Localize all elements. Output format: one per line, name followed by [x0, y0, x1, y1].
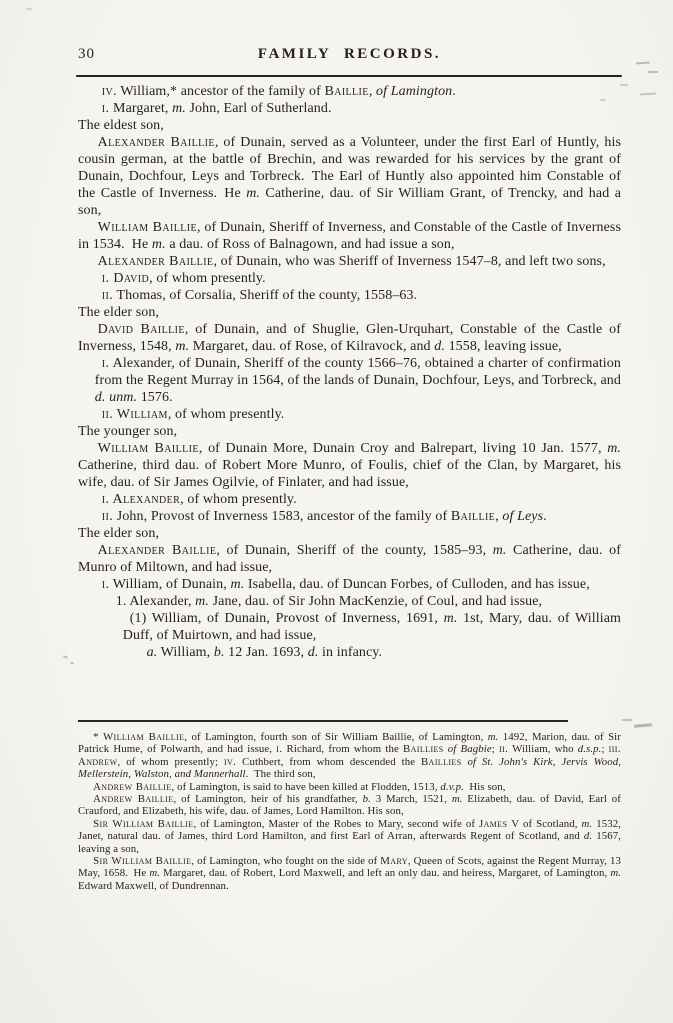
scan-artifact	[63, 655, 68, 659]
scan-artifact	[26, 8, 32, 10]
text-run: , of Dunain, Sheriff of the county, 1585–93,	[216, 543, 493, 558]
paragraph	[95, 270, 621, 287]
page-header	[78, 46, 621, 66]
text-run: i. David	[101, 271, 150, 286]
text-run: , of Lamington, who fought on the side of	[191, 855, 381, 868]
text-run: in infancy.	[318, 645, 383, 660]
text-run: m.	[607, 441, 621, 456]
paragraph	[78, 304, 621, 321]
paragraph	[78, 321, 621, 355]
text-run: Andrew Baillie	[93, 793, 174, 806]
text-run: , of Dunain, and of Shuglie, Glen-Urquhart, Constable of the Castle of Inverness, 1548,	[78, 322, 622, 354]
text-run: of St. John's Kirk, Jervis Wood, Mellerstein, Walston, and Mannerhall	[78, 755, 621, 781]
text-run: ;	[601, 743, 609, 756]
paragraph	[78, 781, 621, 793]
paragraph	[95, 491, 621, 508]
text-run: i.	[101, 577, 110, 592]
text-run: John, Earl of Sutherland.	[185, 101, 332, 116]
text-run: Margaret, dau. of Robert, Lord Maxwell, and left an only dau. and heiress, Margaret, of Lamington,	[160, 867, 611, 880]
text-run: (1) William, of Dunain, Provost of Inverness, 1691,	[129, 611, 444, 626]
paragraph	[78, 525, 621, 542]
text-run: , of Lamington, is said to have been killed at Flodden, 1513,	[171, 780, 441, 793]
text-run: m.	[230, 577, 245, 592]
text-run: Baillie	[324, 84, 369, 99]
text-run: i.	[276, 743, 283, 756]
paragraph	[95, 576, 621, 593]
paragraph	[78, 855, 621, 892]
text-run: The younger son,	[78, 424, 178, 439]
header-rule	[76, 75, 622, 77]
text-run: , of Lamington, heir of his grandfather,	[173, 793, 363, 806]
text-run: m.	[451, 793, 463, 806]
text-run: ii.	[101, 509, 114, 524]
text-run: iv.	[101, 84, 118, 99]
text-run: m.	[195, 594, 209, 609]
text-run: m.	[149, 867, 161, 880]
text-run: The eldest son,	[78, 118, 164, 133]
text-run: Jane, dau. of Sir John MacKenzie, of Coul, and had issue,	[208, 594, 543, 609]
text-run: Mary	[380, 855, 408, 868]
text-run: ii.	[498, 743, 509, 756]
paragraph	[95, 100, 621, 117]
paragraph	[95, 83, 621, 100]
text-run: , of Dunain, served as a Volunteer, under the first Earl of Huntly, his cousin german, at the battle of Brechin, and was rewarded for his services by the grant of Dunain, Dochfour, Leys and Torbreck. The Earl of Huntly also appointed him Constable of the Castle of Inverness. He	[78, 135, 621, 201]
text-run: d. unm.	[94, 390, 138, 405]
text-run: iii. Andrew	[78, 743, 621, 768]
text-run: d.s.p.	[577, 743, 602, 756]
text-run: 1576.	[137, 390, 173, 405]
text-run: 1532, Janet, natural dau. of James, third Lord Hamilton, and first Earl of Arran, afterwards Regent of Scotland, and	[78, 817, 622, 843]
text-run: 1492, Marion, dau. of Sir Patrick Hume, of Polwarth, and had issue,	[78, 731, 621, 756]
text-run: Alexander Baillie	[97, 135, 215, 150]
text-run: m.	[581, 817, 593, 830]
paragraph	[140, 644, 621, 661]
scan-artifact	[636, 62, 650, 65]
text-run: of Lamington	[376, 84, 453, 99]
scan-artifact	[622, 719, 632, 721]
text-run: m.	[610, 867, 622, 880]
text-run: ii.	[101, 288, 114, 303]
text-run: ,	[368, 84, 377, 99]
text-run: , of whom presently;	[117, 755, 224, 768]
text-run: . The third son,	[245, 768, 316, 781]
text-run: , of Lamington, fourth son of Sir William Baillie, of Lamington,	[184, 731, 488, 743]
text-run: iv.	[223, 755, 237, 768]
text-run: , of Dunain, Sheriff of Inverness, and Constable of the Castle of Inverness in 1534. He	[78, 220, 622, 252]
scan-artifact	[634, 723, 652, 728]
text-run: William, who	[508, 743, 578, 756]
text-run: 3 March, 1521,	[370, 793, 452, 806]
text-run: Richard, from whom the	[282, 743, 404, 756]
text-run: .	[452, 84, 456, 99]
text-run: of Bagbie	[447, 743, 492, 756]
scan-artifact	[600, 99, 606, 101]
page-number: 30	[78, 46, 95, 62]
text-run: m.	[175, 339, 190, 354]
text-run: ii. William	[101, 407, 168, 422]
text-run: Sir William Baillie	[93, 855, 192, 868]
text-run: d.	[434, 339, 445, 354]
text-run: William, of Dunain,	[109, 577, 231, 592]
text-run: William Baillie	[97, 441, 199, 456]
text-run: *	[93, 731, 103, 743]
text-run: , of whom presently.	[180, 492, 297, 507]
text-run: , Queen of Scots, against the Regent Murray, 13 May, 1658. He	[78, 855, 621, 880]
text-run: The elder son,	[78, 305, 160, 320]
text-run: m.	[172, 101, 186, 116]
text-run: , of whom presently.	[167, 407, 285, 422]
text-run: Cuthbert, from whom descended the	[236, 755, 421, 768]
text-run: i.	[101, 101, 110, 116]
paragraph	[95, 508, 621, 525]
text-run: , of Dunain More, Dunain Croy and Balrepart, living 10 Jan. 1577,	[198, 441, 608, 456]
paragraph	[78, 423, 621, 440]
paragraph	[78, 134, 621, 219]
text-run: of Leys	[502, 509, 544, 524]
text-run: m.	[151, 237, 166, 252]
text-run: Alexander, of Dunain, Sheriff of the county 1566–76, obtained a charter of confirmation from the Regent Murray in 1564, of the lands of Dunain, Dochfour, Leys, and Torbreck, and	[94, 356, 621, 388]
paragraph	[95, 287, 621, 304]
text-run: m.	[246, 186, 260, 201]
text-run: ;	[491, 743, 499, 756]
text-run: m.	[492, 543, 507, 558]
scan-artifact	[70, 662, 74, 664]
text-run: James	[479, 817, 508, 830]
paragraph	[95, 406, 621, 423]
paragraph	[123, 610, 621, 644]
text-run: William,* ancestor of the family of	[117, 84, 325, 99]
text-run: Isabella, dau. of Duncan Forbes, of Culloden, and has issue,	[244, 577, 590, 592]
text-run: John, Provost of Inverness 1583, ancestor of the family of	[113, 509, 451, 524]
text-run: a.	[146, 645, 158, 660]
paragraph	[78, 117, 621, 134]
text-run: Elizabeth, dau. of David, Earl of Crauford, and Elizabeth, his wife, dau. of James, Lord Hamilton. His son,	[78, 793, 621, 818]
paragraph	[78, 253, 621, 270]
text-run: 1567, leaving a son,	[78, 830, 621, 855]
paragraph	[95, 355, 621, 406]
text-run: 1. Alexander,	[115, 594, 196, 609]
text-run: 12 Jan. 1693,	[224, 645, 308, 660]
text-run: William Baillie	[97, 220, 198, 235]
text-run: 1558, leaving issue,	[444, 339, 562, 354]
text-run: , of Dunain, who was Sheriff of Inverness 1547–8, and left two sons,	[213, 254, 606, 269]
scan-artifact	[648, 71, 658, 73]
text-run: m.	[487, 731, 499, 743]
running-title: FAMILY RECORDS.	[257, 46, 442, 62]
text-run: Baillie	[450, 509, 496, 524]
text-run: The elder son,	[78, 526, 160, 541]
text-run: 1st, Mary, dau. of William Duff, of Muirtown, and had issue,	[122, 611, 621, 643]
text-run: d.	[583, 830, 593, 843]
scan-artifact	[620, 84, 628, 87]
text-run: , of whom presently.	[149, 271, 266, 286]
text-run: .	[543, 509, 547, 524]
footnote-block	[78, 731, 621, 892]
text-run: His son,	[463, 780, 506, 793]
text-run: Andrew Baillie	[93, 780, 172, 793]
text-run: Alexander Baillie	[97, 543, 217, 558]
paragraph	[78, 440, 621, 491]
text-run: b.	[362, 793, 371, 806]
text-run: a dau. of Ross of Balnagown, and had issue a son,	[165, 237, 455, 252]
scan-artifact	[640, 93, 656, 96]
paragraph	[78, 731, 621, 781]
text-run: b.	[213, 645, 225, 660]
paragraph	[109, 593, 621, 610]
text-run: Catherine, dau. of Sir William Grant, of Trencky, and had a son,	[78, 186, 622, 218]
text-run: , of Lamington, Master of the Robes to Mary, second wife of	[193, 817, 480, 830]
paragraph	[78, 818, 621, 855]
text-run: Baillies	[403, 743, 444, 756]
text-run: Margaret, dau. of Rose, of Kilravock, and	[189, 339, 435, 354]
text-run: i. Alexander	[101, 492, 181, 507]
text-run: Baillies	[420, 755, 462, 768]
text-run: Sir William Baillie	[93, 817, 194, 830]
text-run: m.	[443, 611, 458, 626]
footnote-rule	[78, 720, 568, 722]
text-run: Margaret,	[109, 101, 173, 116]
text-run: Catherine, third dau. of Robert More Munro, of Foulis, chief of the Clan, by Margaret, his wife, dau. of Sir James Ogilvie, of Finlater, and had issue,	[78, 458, 621, 490]
paragraph	[78, 542, 621, 576]
text-run: Thomas, of Corsalia, Sheriff of the county, 1558–63.	[113, 288, 418, 303]
text-run: i.	[101, 356, 110, 371]
paragraph	[78, 793, 621, 818]
text-run: David Baillie	[97, 322, 185, 337]
text-run: V of Scotland,	[507, 817, 582, 830]
text-run: Catherine, dau. of Munro of Miltown, and had issue,	[78, 543, 621, 575]
text-run: d.	[307, 645, 319, 660]
text-run: Alexander Baillie	[97, 254, 214, 269]
text-run: ,	[495, 509, 503, 524]
text-run: William,	[157, 645, 214, 660]
text-run: d.v.p.	[440, 780, 464, 793]
paragraph	[78, 219, 621, 253]
text-run: William Baillie	[102, 731, 185, 743]
text-run: Edward Maxwell, of Dundrennan.	[78, 879, 229, 892]
main-text-block	[78, 83, 621, 661]
